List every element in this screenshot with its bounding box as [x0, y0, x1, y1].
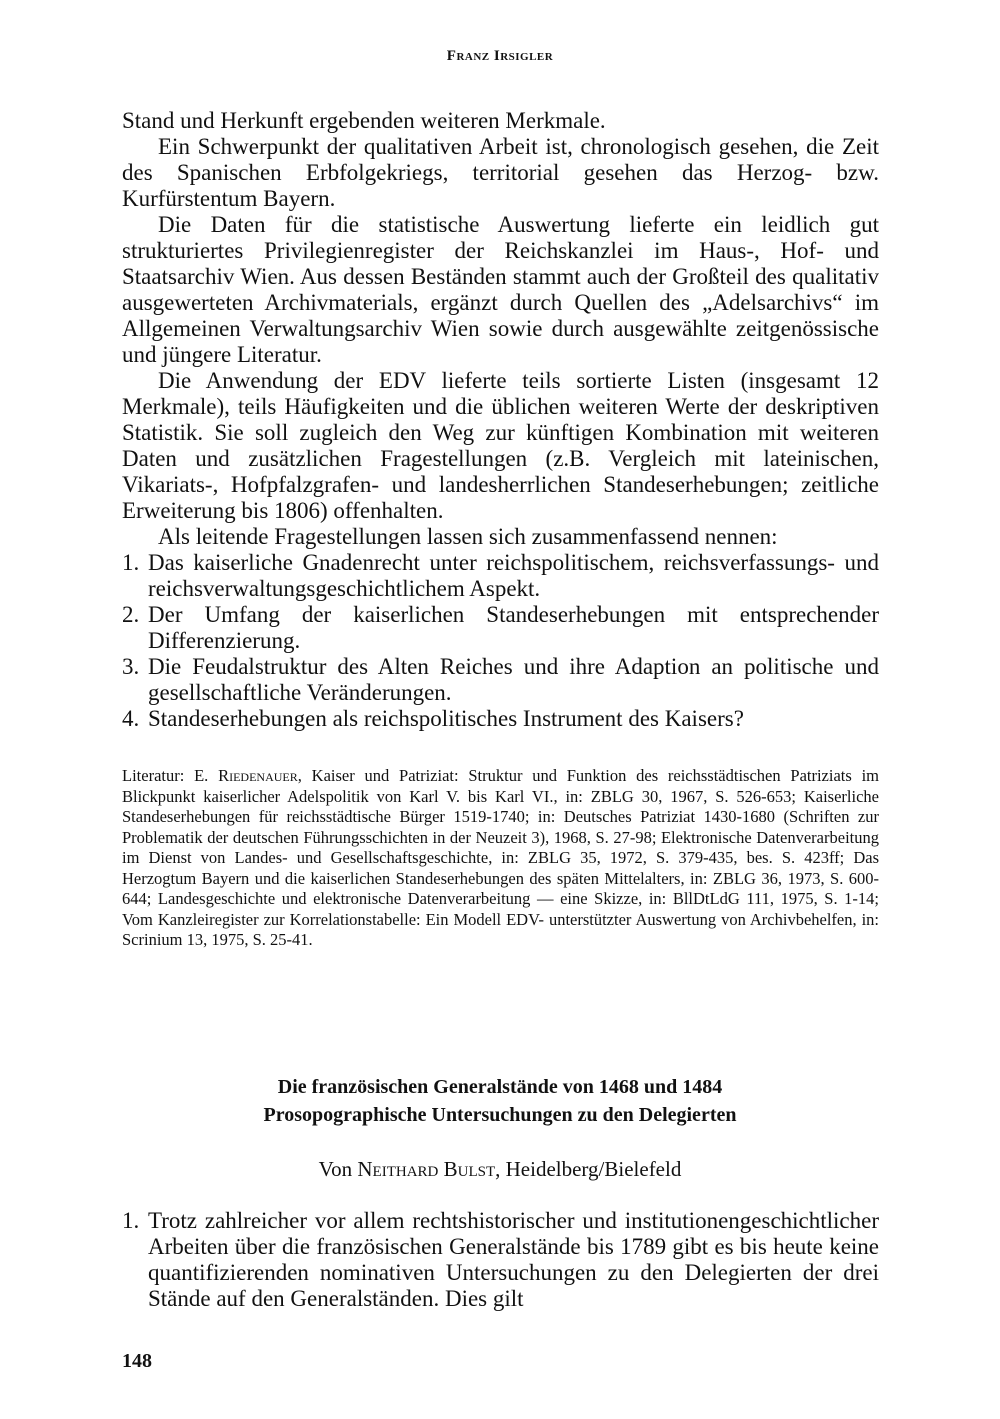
article-author [0, 1156, 1000, 1182]
list-text: Der Umfang der kaiserlichen Standeserhebungen mit entsprechender Differenzierung. [148, 602, 879, 653]
list-text: Das kaiserliche Gnadenrecht unter reichspolitischem, reichsverfassungs- und reichsverwaltungsgeschichtlichem Aspekt. [148, 550, 879, 601]
author-prefix: Von [318, 1157, 358, 1181]
literature-text: , Kaiser und Patriziat: Struktur und Funktion des reichsstädtischen Patriziats im Blickpunkt kaiserlicher Adelspolitik von Karl V. bis Karl VI., in: ZBLG 30, 1967, S. 526-653; Kaiserliche Standeserhebungen für reichsstädtische Bürger 1519-1740; in: Deutsches Patriziat 1430-1680 (Schriften zur Problematik der deutschen Führungsschichten in der Neuzeit 3), 1968, S. 27-98; Elektronische Datenverarbeitung im Dienst von Landes- und Gesellschaftsgeschichte, in: ZBLG 35, 1972, S. 379-435, bes. S. 423ff; Das Herzogtum Bayern und die kaiserlichen Standeserhebungen des späten Mittelalters, in: ZBLG 36, 1973, S. 600-644; Landesgeschichte und elektronische Datenverarbeitung — eine Skizze, in: BllDtLdG 111, 1975, S. 1-14; Vom Kanzleiregister zur Korrelationstabelle: Ein Modell EDV- unterstützter Auswertung von Archivbehelfen, in: Scrinium 13, 1975, S. 25-41. [122, 766, 879, 949]
list-item [122, 1208, 879, 1312]
list-item [122, 550, 879, 602]
paragraph-1: Stand und Herkunft ergebenden weiteren Merkmale. [122, 108, 606, 133]
list-number: 4. [122, 706, 140, 731]
list-text: Standeserhebungen als reichspolitisches Instrument des Kaisers? [148, 706, 744, 731]
article-title-line-2: Prosopographische Untersuchungen zu den Delegierten [263, 1104, 737, 1126]
author-name: Neithard Bulst [357, 1157, 496, 1181]
article-list [122, 1208, 879, 1312]
literature-note [122, 766, 879, 951]
paragraph-4: Die Anwendung der EDV lieferte teils sortierte Listen (insgesamt 12 Merkmale), teils Häufigkeiten und die üblichen weiteren Werte der deskriptiven Statistik. Sie soll zugleich den Weg zur künftigen Kombination mit weiteren Daten und zusätzlichen Fragestellungen (z.B. Vergleich mit lateinischen, Vikariats-, Hofpfalzgrafen- und landesherrlichen Standeserhebungen; zeitliche Erweiterung bis 1806) offenhalten. [122, 368, 879, 523]
question-list [122, 550, 879, 732]
list-item [122, 602, 879, 654]
list-number: 2. [122, 602, 140, 627]
list-item [122, 654, 879, 706]
page-number: 148 [122, 1350, 152, 1372]
literature-author: Riedenauer [218, 766, 298, 785]
paragraph-3: Die Daten für die statistische Auswertung lieferte ein leidlich gut strukturiertes Privilegienregister der Reichskanzlei im Haus-, Hof- und Staatsarchiv Wien. Aus dessen Beständen stammt auch der Großteil des qualitativ ausgewerteten Archivmaterials, ergänzt durch Quellen des „Adelsarchivs“ im Allgemeinen Verwaltungsarchiv Wien sowie durch ausgewählte zeitgenössische und jüngere Literatur. [122, 212, 879, 367]
literature-prefix: Literatur: E. [122, 766, 219, 785]
list-item [122, 706, 879, 732]
list-number: 1. [122, 550, 140, 575]
paragraph-2: Ein Schwerpunkt der qualitativen Arbeit ist, chronologisch gesehen, die Zeit des Spanischen Erbfolgekriegs, territorial gesehen das Herzog- bzw. Kurfürstentum Bayern. [122, 134, 879, 211]
list-number: 1. [122, 1208, 140, 1233]
paragraph-5: Als leitende Fragestellungen lassen sich zusammenfassend nennen: [158, 524, 778, 549]
author-affiliation: , Heidelberg/Bielefeld [495, 1157, 682, 1181]
article-text-column [122, 1208, 879, 1312]
article-title-line-1: Die französischen Generalstände von 1468 und 1484 [277, 1076, 723, 1098]
list-text: Trotz zahlreicher vor allem rechtshistorischer und institutionengeschichtlicher Arbeiten über die französischen Generalstände bis 1789 gibt es bis heute keine quantifizierenden nominativen Untersuchungen zu den Delegierten der drei Stände auf den Generalständen. Dies gilt [148, 1208, 879, 1311]
list-text: Die Feudalstruktur des Alten Reiches und ihre Adaption an politische und gesellschaftliche Veränderungen. [148, 654, 879, 705]
running-head: Franz Irsigler [446, 48, 554, 64]
main-text-column [122, 108, 879, 732]
list-number: 3. [122, 654, 140, 679]
